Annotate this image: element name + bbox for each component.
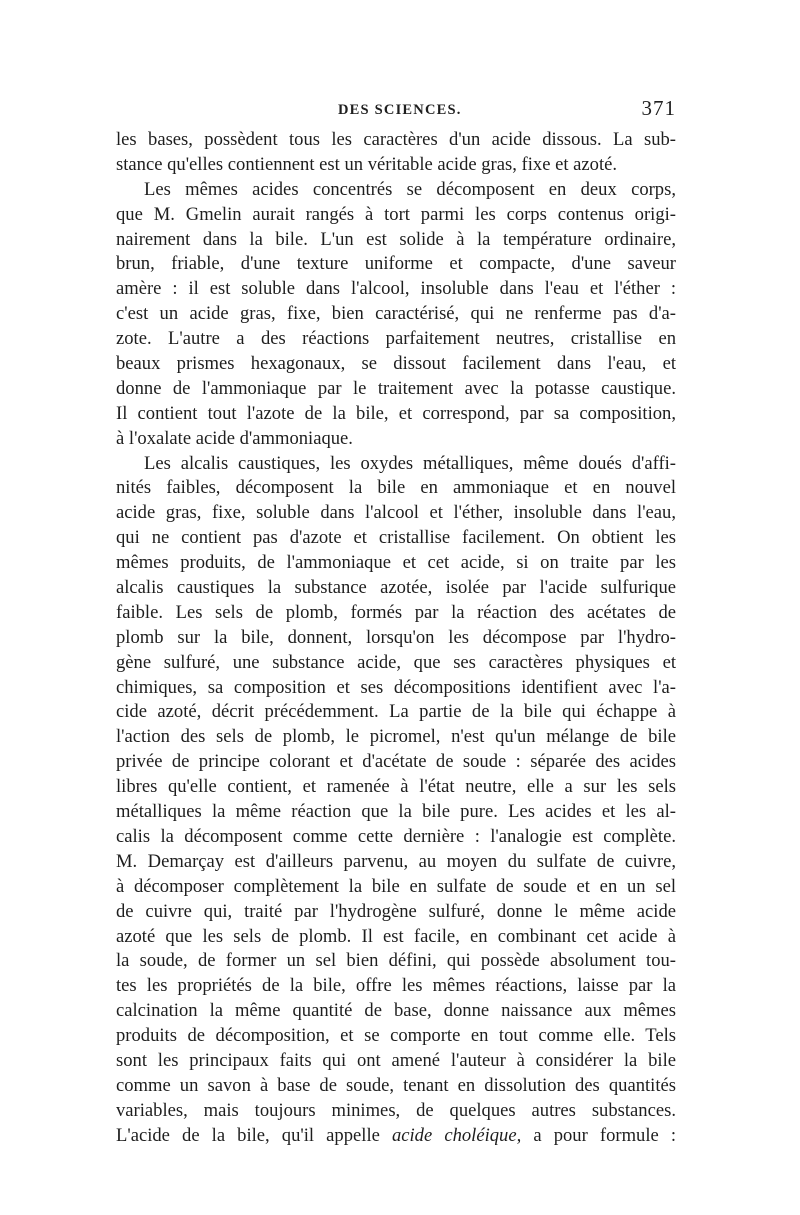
- text-line: zote. L'autre a des réactions parfaitement neutres, cristallise en: [116, 328, 676, 350]
- text-line: l'action des sels de plomb, le picromel, n'est qu'un mélange de bile: [116, 726, 676, 748]
- text-line: libres qu'elle contient, et ramenée à l'état neutre, elle a sur les sels: [116, 776, 676, 798]
- text-line: calis la décomposent comme cette dernière : l'analogie est complète.: [116, 825, 676, 847]
- running-title: DES SCIENCES.: [338, 102, 462, 118]
- running-header: [116, 96, 676, 128]
- final-line-tail: a pour formule :: [521, 1124, 676, 1146]
- text-line: brun, friable, d'une texture uniforme et compacte, d'une saveur: [116, 253, 676, 275]
- text-line: Il contient tout l'azote de la bile, et correspond, par sa composition,: [116, 402, 676, 424]
- text-line: sont les principaux faits qui ont amené l'auteur à considérer la bile: [116, 1049, 676, 1071]
- text-line: variables, mais toujours minimes, de quelques autres substances.: [116, 1099, 676, 1121]
- text-line: à décomposer complètement la bile en sulfate de soude et en un sel: [116, 875, 676, 897]
- text-line: produits de décomposition, et se comporte en tout comme elle. Tels: [116, 1025, 676, 1047]
- text-line: c'est un acide gras, fixe, bien caractérisé, qui ne renferme pas d'a-: [116, 303, 676, 325]
- text-line: tes les propriétés de la bile, offre les mêmes réactions, laisse par la: [116, 975, 676, 997]
- text-line: comme un savon à base de soude, tenant en dissolution des quantités: [116, 1074, 676, 1096]
- text-line: métalliques la même réaction que la bile pure. Les acides et les al-: [116, 801, 676, 823]
- text-line: que M. Gmelin aurait rangés à tort parmi les corps contenus origi-: [116, 203, 676, 225]
- text-line: cide azoté, décrit précédemment. La partie de la bile qui échappe à: [116, 701, 676, 723]
- text-line: de cuivre qui, traité par l'hydrogène sulfuré, donne le même acide: [116, 900, 676, 922]
- text-line: qui ne contient pas d'azote et cristallise facilement. On obtient les: [116, 527, 676, 549]
- text-line: nairement dans la bile. L'un est solide à la température ordinaire,: [116, 228, 676, 250]
- text-line: acide gras, fixe, soluble dans l'alcool et l'éther, insoluble dans l'eau,: [116, 502, 676, 524]
- text-line: donne de l'ammoniaque par le traitement avec la potasse caustique.: [116, 377, 676, 399]
- text-line: amère : il est soluble dans l'alcool, insoluble dans l'eau et l'éther :: [116, 278, 676, 300]
- book-page: [116, 96, 676, 1149]
- text-line: azoté que les sels de plomb. Il est facile, en combinant cet acide à: [116, 925, 676, 947]
- text-line: stance qu'elles contiennent est un véritable acide gras, fixe et azoté.: [116, 153, 618, 175]
- body-text: [116, 128, 676, 1149]
- text-line: gène sulfuré, une substance acide, que ses caractères physiques et: [116, 651, 676, 673]
- text-line: mêmes produits, de l'ammoniaque et cet acide, si on traite par les: [116, 552, 676, 574]
- text-line-final: [116, 1124, 676, 1149]
- text-line: M. Demarçay est d'ailleurs parvenu, au moyen du sulfate de cuivre,: [116, 850, 676, 872]
- text-line: les bases, possèdent tous les caractères d'un acide dissous. La sub-: [116, 129, 676, 150]
- final-line-lead: L'acide de la bile, qu'il appelle: [116, 1124, 392, 1146]
- text-line: chimiques, sa composition et ses décompositions identifient avec l'a-: [116, 676, 676, 698]
- text-line: Les alcalis caustiques, les oxydes métalliques, même doués d'affi-: [144, 452, 676, 474]
- text-line: alcalis caustiques la substance azotée, isolée par l'acide sulfurique: [116, 577, 676, 599]
- text-line: calcination la même quantité de base, donne naissance aux mêmes: [116, 1000, 676, 1022]
- page-number: 371: [641, 96, 676, 120]
- text-line: à l'oxalate acide d'ammoniaque.: [116, 427, 353, 449]
- text-line: la soude, de former un sel bien défini, qui possède absolument tou-: [116, 950, 676, 972]
- text-line: plomb sur la bile, donnent, lorsqu'on les décompose par l'hydro-: [116, 626, 676, 648]
- text-line: faible. Les sels de plomb, formés par la réaction des acétates de: [116, 601, 676, 623]
- text-line: privée de principe colorant et d'acétate de soude : séparée des acides: [116, 751, 676, 773]
- text-line: Les mêmes acides concentrés se décomposent en deux corps,: [144, 178, 676, 200]
- text-line: beaux prismes hexagonaux, se dissout facilement dans l'eau, et: [116, 353, 676, 375]
- text-line: nités faibles, décomposent la bile en ammoniaque et en nouvel: [116, 477, 676, 499]
- acid-name-italic: acide choléique,: [391, 1124, 522, 1146]
